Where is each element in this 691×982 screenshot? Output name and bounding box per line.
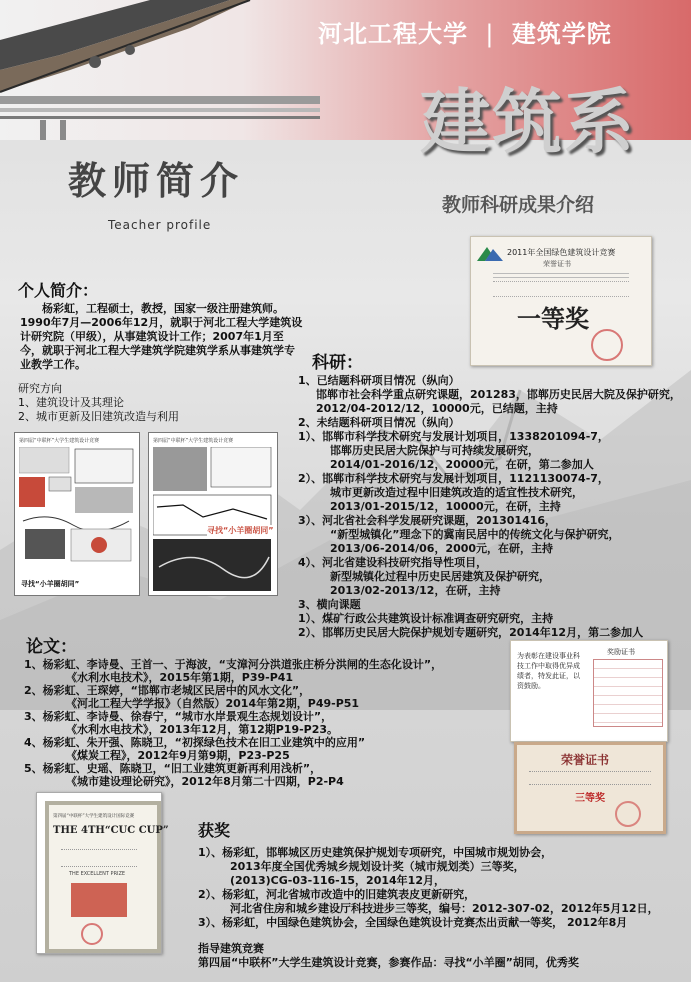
university-name: 河北工程大学 — [318, 20, 468, 48]
cuc-cert-red-panel — [71, 883, 127, 917]
red-seal-icon — [591, 329, 623, 361]
research-line: 2）、邯郸历史民居大院保护规划专题研究，2014年12月，第二参加人 — [298, 626, 644, 639]
research-line: 2012/04-2012/12，10000元，已结题，主持 — [316, 402, 558, 415]
paper-line: 1、杨彩虹、李诗曼、王首一、于海波，“支漳河分洪道张庄桥分洪闸的生态化设计”， — [24, 658, 443, 671]
reward-cert-header: 奖励证书 — [607, 648, 635, 656]
poster-title: 第四届“中联杯”大学生建筑设计竞赛 — [19, 438, 100, 444]
cert-text-lines — [493, 281, 629, 297]
red-seal-icon — [615, 801, 641, 827]
cuc-cert-title: THE 4TH“CUC CUP” — [53, 825, 169, 836]
poster-title: 第四届“中联杯”大学生建筑设计竞赛 — [153, 438, 234, 444]
honor-cert-prize: 三等奖 — [575, 793, 605, 804]
award-line: 2）、杨彩虹，河北省城市改造中的旧建筑表皮更新研究， — [198, 888, 476, 901]
research-line: 2013/01-2015/12，10000元，在研，主持 — [330, 500, 561, 513]
award-line: 2013年度全国优秀城乡规划设计奖（城市规划类）三等奖， — [230, 860, 525, 873]
poster-label: 寻找“小羊圈胡同” — [21, 580, 80, 588]
profile-paragraph — [20, 302, 305, 372]
award-line: (2013)CG-03-116-15，2014年12月， — [230, 874, 445, 887]
cert-green-first-prize: 一等奖 — [517, 304, 589, 333]
research-results-title: 教师科研成果介绍 — [442, 194, 595, 216]
department-title: 建筑系 — [420, 80, 636, 163]
research-line: 2、未结题科研项目情况（纵向） — [298, 416, 460, 429]
paper-line: 《城市建设理论研究》，2012年8月第二十四期，P2-P4 — [66, 775, 344, 788]
research-line: 1）、邯郸市科学技术研究与发展计划项目，1338201094-7， — [298, 430, 609, 443]
poster-label: 寻找“小羊圈胡同” — [207, 526, 274, 535]
paper-line: 3、杨彩虹、李诗曼、徐春宁，“城市水岸景观生态规划设计”， — [24, 710, 333, 723]
green-building-logo-icon — [477, 243, 503, 265]
research-line: 2013/06-2014/06，2000元，在研，主持 — [330, 542, 554, 555]
paper-line: 2、杨彩虹、王琛婷，“邯郸市老城区民居中的风水文化”， — [24, 684, 311, 697]
reward-cert-table — [593, 659, 663, 727]
cert-divider — [493, 273, 629, 278]
green-building-certificate — [470, 236, 652, 366]
cert-green-title: 2011年全国绿色建筑设计竞赛 — [507, 248, 616, 257]
research-heading: 科研： — [312, 353, 363, 373]
research-line: 城市更新改造过程中旧建筑改造的适宜性技术研究， — [330, 486, 583, 499]
honor-cert-lines — [529, 771, 651, 785]
cuc-cert-lines — [61, 849, 137, 867]
research-line: 2）、邯郸市科学技术研究与发展计划项目，1121130074-7， — [298, 472, 609, 485]
honor-certificate — [514, 742, 666, 834]
research-line: 3）、河北省社会科学发展研究课题，201301416， — [298, 514, 557, 527]
direction-item: 2、城市更新及旧建筑改造与利用 — [18, 410, 179, 423]
paper-line: 《水利水电技术》，2015年第1期，P39-P41 — [66, 671, 294, 684]
honor-cert-title: 荣誉证书 — [561, 753, 610, 767]
cert-green-subtitle: 荣誉证书 — [543, 260, 571, 268]
cuc-cup-certificate — [36, 792, 169, 954]
competition-poster-right — [148, 432, 278, 596]
school-name: 建筑学院 — [511, 20, 612, 48]
guide-line: 第四届“中联杯”大学生建筑设计竞赛，参赛作品：寻找“小羊圈”胡同，优秀奖 — [198, 956, 579, 969]
cuc-cert-prize: THE EXCELLENT PRIZE — [69, 871, 126, 877]
guide-heading: 指导建筑竞赛 — [198, 942, 264, 955]
competition-poster-left — [14, 432, 140, 596]
direction-item: 1、建筑设计及其理论 — [18, 396, 124, 409]
research-line: 2014/01-2016/12，20000元，在研，第二参加人 — [330, 458, 594, 471]
research-line: 2013/02-2013/12，在研，主持 — [330, 584, 501, 597]
research-line: “新型城镇化”理念下的冀南民居中的传统文化与保护研究， — [330, 528, 620, 541]
research-line: 1、已结题科研项目情况（纵向） — [298, 374, 460, 387]
profile-text: 杨彩虹，工程硕士，教授，国家一级注册建筑师。1990年7月—2006年12月，就职于河北工程大学建筑设计研究院（甲级），从事建筑设计工作；2007年1月至今，就职于河北工程大学建筑学院建筑学系从事建筑学专业教学工作。 — [20, 302, 303, 371]
award-line: 河北省住房和城乡建设厅科技进步三等奖，编号：2012-307-02，2012年5月12日， — [230, 902, 659, 915]
cuc-cert-line1: 第四届“中联杯”大学生建筑设计国际竞赛 — [53, 814, 135, 819]
reward-certificate — [510, 640, 668, 742]
red-seal-icon — [81, 923, 103, 945]
teacher-intro-title: 教师简介 — [68, 159, 245, 203]
award-line: 1）、杨彩虹，邯郸城区历史建筑保护规划专项研究，中国城市规划协会， — [198, 846, 553, 859]
direction-label: 研究方向 — [18, 382, 62, 395]
roof-eaves-illustration — [0, 0, 320, 140]
awards-heading: 获奖 — [198, 821, 231, 840]
reward-cert-text: 为表彰在建设事业科技工作中取得优异成绩者，特发此证，以资鼓励。 — [517, 652, 580, 690]
profile-heading: 个人简介： — [18, 281, 99, 300]
paper-line: 《水利水电技术》，2013年12月，第12期P19-P23。 — [66, 723, 339, 736]
paper-line: 5、杨彩虹、史瑶、陈晓卫，“旧工业建筑更新再利用浅析”， — [24, 762, 322, 775]
research-line: 1）、煤矿行政公共建筑设计标准调查研究研究，主持 — [298, 612, 554, 625]
header-title: 河北工程大学 | 建筑学院 — [318, 20, 612, 48]
research-line: 邯郸历史民居大院保护与可持续发展研究， — [330, 444, 539, 457]
research-line: 邯郸市社会科学重点研究课题，201283，邯郸历史民居大院及保护研究， — [316, 388, 681, 401]
poster-drawings — [19, 447, 135, 571]
paper-line: 《河北工程大学学报》（自然版）2014年第2期，P49-P51 — [66, 697, 360, 710]
papers-heading: 论文： — [26, 637, 77, 657]
paper-line: 4、杨彩虹、朱开强、陈晓卫，“初探绿色技术在旧工业建筑中的应用” — [24, 736, 366, 749]
paper-line: 《煤炭工程》，2012年9月第9期，P23-P25 — [66, 749, 290, 762]
award-line: 3）、杨彩虹，中国绿色建筑协会，全国绿色建筑设计竞赛杰出贡献一等奖， 2012年8月 — [198, 916, 628, 929]
research-line: 4）、河北省建设科技研究指导性项目， — [298, 556, 488, 569]
teacher-intro-subtitle: Teacher profile — [108, 218, 212, 232]
research-line: 3、横向课题 — [298, 598, 361, 611]
cuc-cert-frame — [45, 801, 169, 953]
research-line: 新型城镇化过程中历史民居建筑及保护研究， — [330, 570, 550, 583]
poster-drawings — [153, 447, 273, 593]
